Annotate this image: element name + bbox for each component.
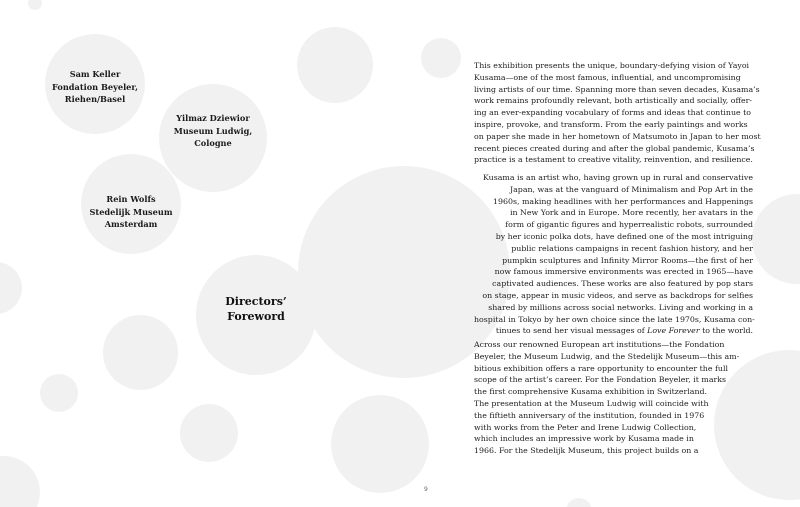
italic-title: Love Forever: [647, 326, 700, 336]
polka-dot: [331, 395, 429, 493]
text-line: hospital in Tokyo by her own choice since the late 1970s, Kusama con-: [474, 314, 755, 324]
polka-dot: [752, 194, 800, 284]
text-line: [474, 325, 753, 337]
polka-dot: [28, 0, 42, 10]
text-line: 1960s, making headlines with her performances and Happenings: [492, 196, 753, 206]
text-line: the fiftieth anniversary of the institution, founded in 1976: [474, 410, 705, 420]
text-line: work remains profoundly relevant, both artistically and socially, offer-: [474, 96, 753, 106]
director-location: Cologne: [194, 138, 232, 148]
text-line: on paper she made in her hometown of Matsumoto in Japan to her most: [474, 131, 761, 141]
page-number: 9: [424, 486, 428, 493]
text-line: scope of the artist’s career. For the Fondation Beyeler, it marks: [474, 375, 727, 385]
paragraph-institutions: [474, 339, 739, 457]
paragraph-intro: [474, 60, 761, 166]
director-location: Amsterdam: [104, 219, 158, 229]
text-line: This exhibition presents the unique, boundary-defying vision of Yayoi: [474, 61, 750, 70]
text-line: Kusama—one of the most famous, influential, and uncompromising: [474, 72, 741, 82]
text-line: public relations campaigns in recent fashion history, and her: [511, 243, 753, 253]
polka-dot: [297, 27, 373, 103]
text-segment: to the world.: [699, 326, 753, 336]
text-line: form of gigantic figures and hyperrealistic robots, surrounded: [505, 220, 753, 230]
text-line: which includes an impressive work by Kusama made in: [474, 434, 694, 444]
text-line: on stage, appear in music videos, and serve as backdrops for selfies: [482, 290, 753, 300]
director-name: Yilmaz Dziewior: [176, 113, 250, 123]
director-yilmaz-dziewior: [163, 112, 263, 150]
polka-dot: [40, 374, 78, 412]
director-location: Riehen/Basel: [64, 94, 126, 104]
director-name: Sam Keller: [69, 69, 121, 79]
text-line: Kusama is an artist who, having grown up in rural and conservative: [482, 173, 753, 182]
text-line: the first comprehensive Kusama exhibition in Switzerland.: [474, 387, 708, 397]
text-line: inspire, provoke, and transform. From the early paintings and works: [474, 119, 748, 129]
text-line: Beyeler, the Museum Ludwig, and the Stedelijk Museum—this am-: [474, 351, 740, 361]
text-line: in New York and in Europe. More recently, her avatars in the: [509, 208, 753, 218]
text-line: by her iconic polka dots, have defined one of the most intriguing: [495, 231, 753, 241]
text-line: captivated audiences. These works are also featured by pop stars: [492, 279, 753, 289]
text-line: ing an ever-expanding vocabulary of forms and ideas that continue to: [474, 108, 752, 118]
text-line: shared by millions across social networks. Living and working in a: [488, 302, 753, 312]
polka-dot: [180, 404, 238, 462]
title-line: Directors’: [225, 295, 287, 308]
section-title: [206, 294, 306, 324]
polka-dot: [0, 262, 22, 314]
text-line: Across our renowned European art institutions—the Fondation: [474, 340, 725, 349]
director-sam-keller: [45, 68, 145, 106]
text-line: recent pieces created during and after the global pandemic, Kusama’s: [474, 143, 755, 153]
director-rein-wolfs: [81, 193, 181, 231]
polka-dot: [566, 498, 592, 507]
polka-dot: [0, 456, 40, 507]
director-name: Rein Wolfs: [106, 194, 156, 204]
text-line: The presentation at the Museum Ludwig will coincide with: [474, 398, 709, 408]
director-institution: Fondation Beyeler,: [52, 81, 138, 92]
text-line: with works from the Peter and Irene Ludwig Collection,: [474, 422, 697, 432]
text-line: Japan, was at the vanguard of Minimalism and Pop Art in the: [509, 184, 753, 194]
director-institution: Museum Ludwig,: [173, 125, 253, 136]
text-line: practice is a testament to creative vitality, reinvention, and resilience.: [474, 155, 753, 165]
text-line: 1966. For the Stedelijk Museum, this project builds on a: [474, 446, 699, 456]
paragraph-artist-biography: [474, 172, 753, 337]
text-line: pumpkin sculptures and Infinity Mirror Rooms—the first of her: [502, 255, 753, 265]
polka-dot: [103, 315, 178, 390]
text-line: bitious exhibition offers a rare opportunity to encounter the full: [474, 363, 728, 373]
text-segment: tinues to send her visual messages of: [495, 326, 648, 336]
director-institution: Stedelijk Museum: [89, 206, 173, 217]
polka-dot: [421, 38, 461, 78]
text-line: now famous immersive environments was erected in 1965—have: [494, 267, 753, 277]
title-line: Foreword: [227, 310, 285, 323]
text-line: living artists of our time. Spanning more than seven decades, Kusama’s: [474, 84, 760, 94]
